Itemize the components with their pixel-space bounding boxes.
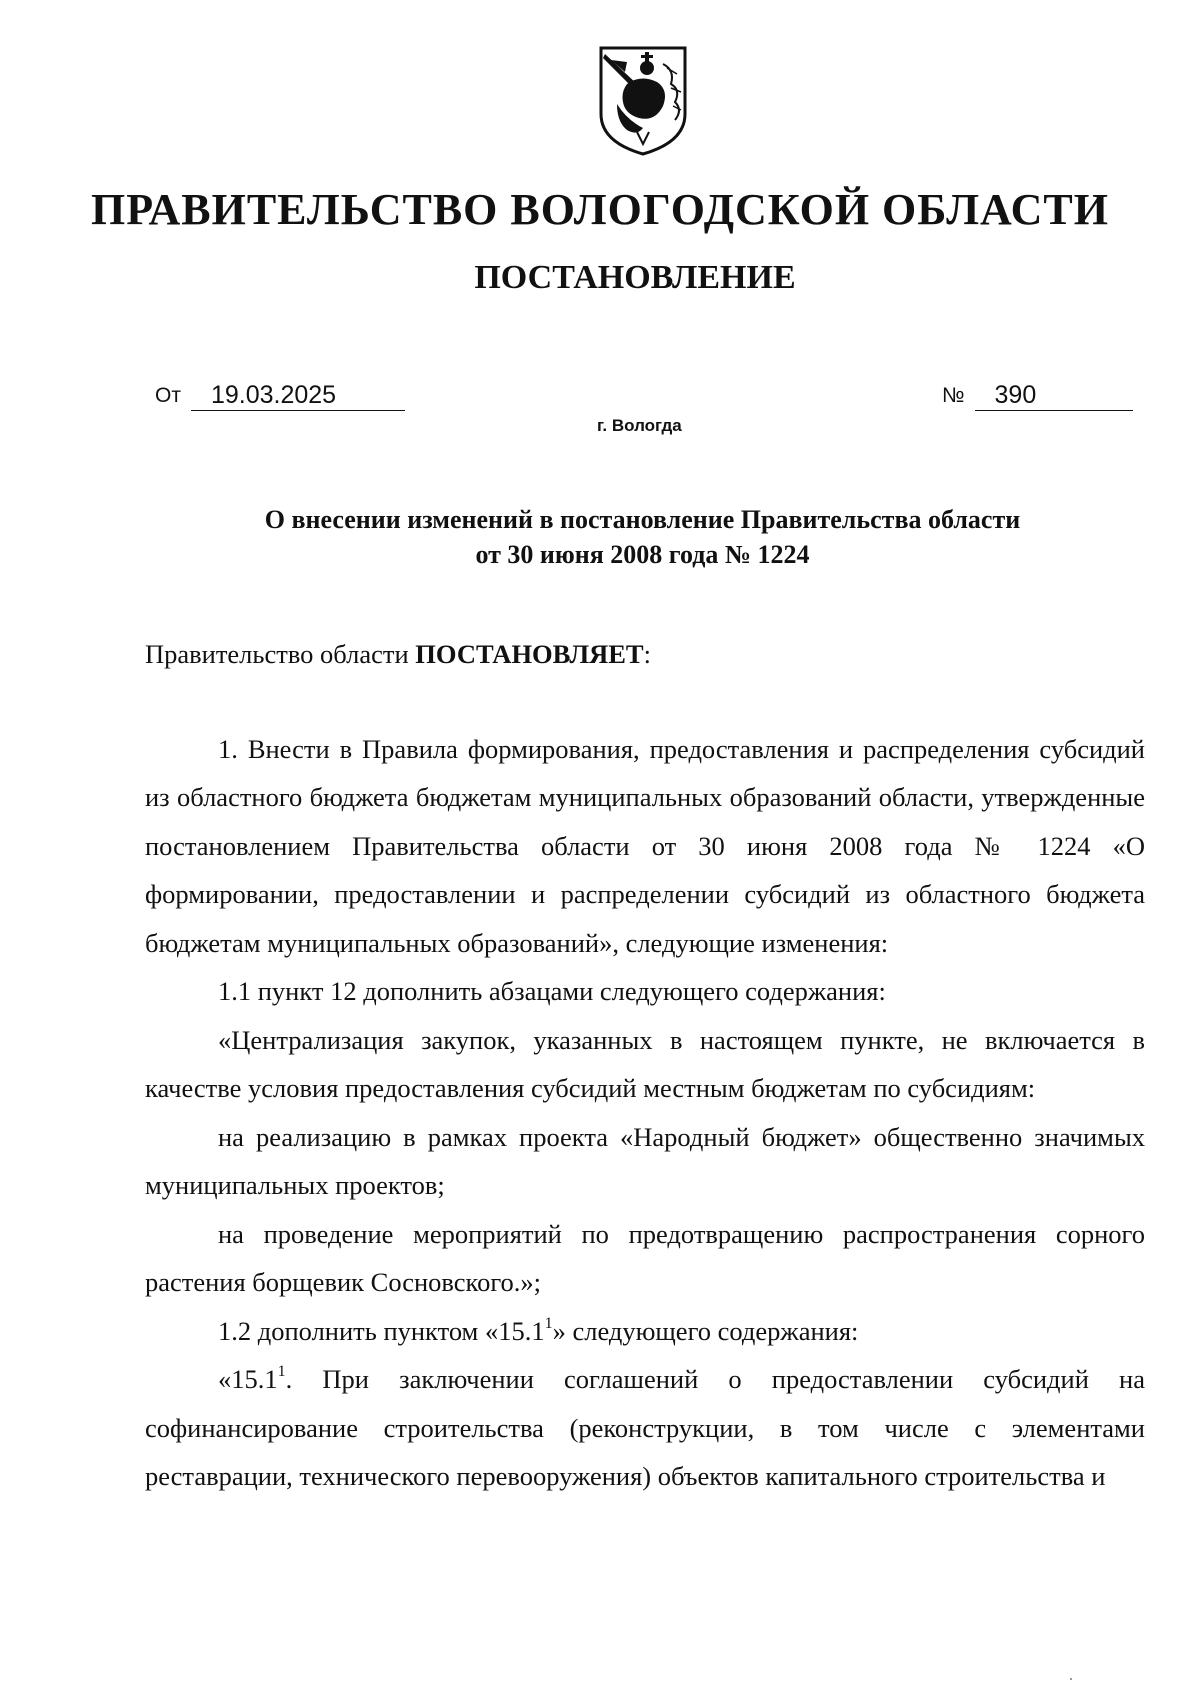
paragraph-15-1-1 [145,1355,1145,1501]
number-label: № [942,384,965,407]
p6-superscript: 1 [544,1314,553,1332]
city-label: г. Вологда [597,416,682,435]
date-label: От [155,384,181,407]
p7-superscript: 1 [277,1363,286,1380]
paragraph-1: 1. Внести в Правила формирования, предоставления и распределения субсидий из областного бюджета бюджетам муниципальных образований области, утвержденные постановлением Правительства области от 30 июня 2008 года № 1224 «О формировании, предоставлении и распределении субсидий из областного бюджета бюджетам муниципальных образований», следующие изменения: [145,733,1145,958]
scan-speck [1070,1678,1072,1680]
preamble-emphasis: ПОСТАНОВЛЯЕТ [415,639,644,669]
preamble-suffix: : [643,639,651,669]
number-value: 390 [975,380,1133,411]
p6-after: » следующего содержания: [552,1315,859,1346]
date-value: 19.03.2025 [191,380,405,411]
preamble-text: Правительство области [145,639,416,669]
subject-line-1: О внесении изменений в постановление Правительства области [264,505,1021,534]
paragraph-hogweed: на проведение мероприятий по предотвращению распространения сорного растения борщевик Сосновского.»; [145,1218,1145,1297]
document-type-title: ПОСТАНОВЛЕНИЕ [474,259,796,296]
preamble [145,630,1145,679]
document-body [145,630,1145,1501]
p7-after: . При заключении соглашений о предоставлении субсидий на софинансирование строительства (реконструкции, в том числе с элементами реставрации, технического перевооружения) объектов капитального строительства и [145,1364,1145,1491]
date-field [155,380,405,411]
paragraph-quote-centralization: «Централизация закупок, указанных в настоящем пункте, не включается в качестве условия предоставления субсидий местным бюджетам по субсидиям: [145,1024,1145,1103]
number-field [942,380,1133,411]
document-subject [0,502,1200,572]
subject-line-2: от 30 июня 2008 года № 1224 [475,540,810,569]
paragraph-1-1: 1.1 пункт 12 дополнить абзацами следующего содержания: [218,976,886,1006]
paragraph-1-2 [145,1307,1145,1356]
p7-before: «15.1 [218,1364,278,1394]
paragraph-people-budget: на реализацию в рамках проекта «Народный бюджет» общественно значимых муниципальных проектов; [145,1121,1145,1200]
organization-title: ПРАВИТЕЛЬСТВО ВОЛОГОДСКОЙ ОБЛАСТИ [91,185,1109,234]
p6-before: 1.2 дополнить пунктом «15.1 [218,1315,545,1346]
coat-of-arms-icon [597,44,689,158]
